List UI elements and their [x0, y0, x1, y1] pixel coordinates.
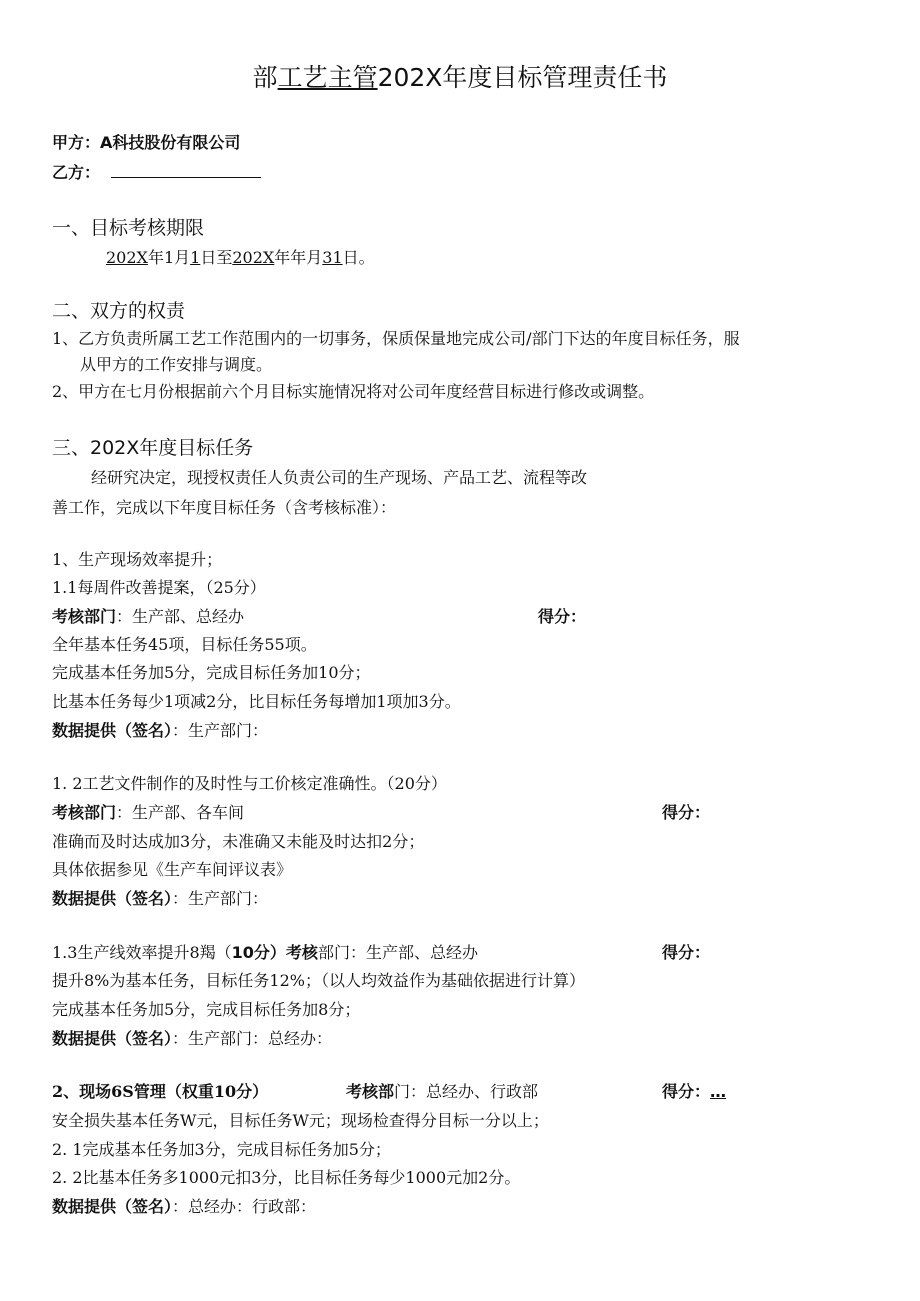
task11-line1: 全年基本任务45项，目标任务55项。 [52, 635, 317, 654]
task13-data-value: ：生产部门：总经办： [172, 1029, 333, 1048]
section3-intro-line1: 经研究决定，现授权责任人负责公司的生产现场、产品工艺、流程等改 [91, 468, 588, 487]
title-position: 工艺主管 [277, 63, 378, 92]
task13-title-b: 10分） [231, 943, 286, 962]
task13-dept-label: 考核 [285, 943, 318, 962]
task2-score [662, 1081, 726, 1103]
period-text-2: 日至 [200, 248, 233, 267]
task13-data-label: 数据提供（签名） [52, 1029, 173, 1048]
task11-score-label: 得分： [538, 607, 587, 626]
period-text-4: 日。 [342, 248, 375, 267]
task13-title-a: 1.3生产线效率提升8羯（ [52, 943, 232, 962]
party-b [52, 162, 261, 184]
task2-data-label: 数据提供（签名） [52, 1197, 173, 1216]
section3-heading: 三、202X年度目标任务 [52, 437, 254, 459]
task11-data-value: ：生产部门： [172, 721, 269, 740]
task2-data-value: ：总经办：行政部： [172, 1197, 317, 1216]
party-b-blank-field [111, 163, 261, 178]
title-suffix: 202X年度目标管理责任书 [377, 63, 668, 92]
task1-heading: 1、生产现场效率提升； [52, 550, 223, 569]
section2-heading: 二、双方的权责 [52, 300, 186, 322]
task12-score-label: 得分： [662, 803, 711, 822]
task2-score-value: … [710, 1082, 727, 1101]
responsibility-1-line2: 从甲方的工作安排与调度。 [80, 355, 273, 374]
task12-dept [52, 802, 244, 824]
task13-title [52, 942, 478, 964]
title-prefix: 部 [252, 63, 278, 92]
task12-dept-label: 考核部门 [52, 803, 117, 822]
task2-dept-value: 门：总经办、行政部 [394, 1082, 539, 1101]
party-a [52, 132, 240, 154]
task12-data-label: 数据提供（签名） [52, 889, 173, 908]
party-b-label: 乙方： [52, 163, 101, 182]
period-text-3: 年年月 [274, 248, 323, 267]
task2-data [52, 1196, 316, 1218]
task12-title: 1. 2工艺文件制作的及时性与工价核定准确性。（20分） [52, 774, 447, 793]
task2-dept [346, 1081, 538, 1103]
task12-data-value: ：生产部门： [172, 889, 269, 908]
task13-data [52, 1028, 332, 1050]
task13-line1: 提升8%为基本任务，目标任务12%；（以人均效益作为基础依据进行计算） [52, 971, 585, 990]
task13-line2: 完成基本任务加5分，完成目标任务加8分； [52, 1000, 361, 1019]
task11-title: 1.1每周件改善提案，（25分） [52, 578, 266, 597]
task2-line3: 2. 2比基本任务多1000元扣3分，比目标任务每少1000元加2分。 [52, 1168, 521, 1187]
task2-line1: 安全损失基本任务W元，目标任务W元；现场检查得分目标一分以上； [52, 1111, 549, 1130]
task11-dept-label: 考核部门 [52, 607, 117, 626]
task12-dept-value: ：生产部、各车间 [116, 803, 245, 822]
task12-line1: 准确而及时达成加3分，未准确又未能及时达扣2分； [52, 832, 425, 851]
task11-data [52, 720, 268, 742]
party-a-label: 甲方： [52, 133, 101, 152]
task13-dept-value: 部门：生产部、总经办 [317, 943, 478, 962]
section1-heading: 一、目标考核期限 [52, 217, 205, 239]
period-text-1: 年1月 [147, 248, 191, 267]
task12-line2: 具体依据参见《生产车间评议表》 [52, 860, 293, 879]
task11-line2: 完成基本任务加5分，完成目标任务加10分； [52, 663, 371, 682]
task2-title: 2、现场6S管理（权重10分） [52, 1082, 269, 1101]
party-a-value: A科技股份有限公司 [100, 133, 241, 152]
task11-dept-value: ：生产部、总经办 [116, 607, 245, 626]
document-title [0, 62, 920, 94]
section3-intro-line2: 善工作，完成以下年度目标任务（含考核标准）： [52, 498, 397, 517]
task13-score-label: 得分： [662, 943, 711, 962]
period-year-end: 202X [232, 248, 275, 267]
task12-data [52, 888, 268, 910]
period-year-start: 202X [106, 248, 148, 267]
period-day-start: 1 [190, 248, 201, 267]
period-day-end: 31 [322, 248, 343, 267]
task11-line3: 比基本任务每少1项减2分，比目标任务每增加1项加3分。 [52, 692, 461, 711]
task11-dept [52, 606, 244, 628]
task2-line2: 2. 1完成基本任务加3分，完成目标任务加5分； [52, 1140, 391, 1159]
task2-dept-label: 考核部 [346, 1082, 395, 1101]
task2-score-label: 得分： [662, 1082, 711, 1101]
responsibility-2: 2、甲方在七月份根据前六个月目标实施情况将对公司年度经营目标进行修改或调整。 [52, 382, 655, 401]
responsibility-1-line1: 1、乙方负责所属工艺工作范围内的一切事务，保质保量地完成公司/部门下达的年度目标任务，服 [52, 329, 740, 348]
task11-data-label: 数据提供（签名） [52, 721, 173, 740]
period-line [106, 247, 375, 269]
